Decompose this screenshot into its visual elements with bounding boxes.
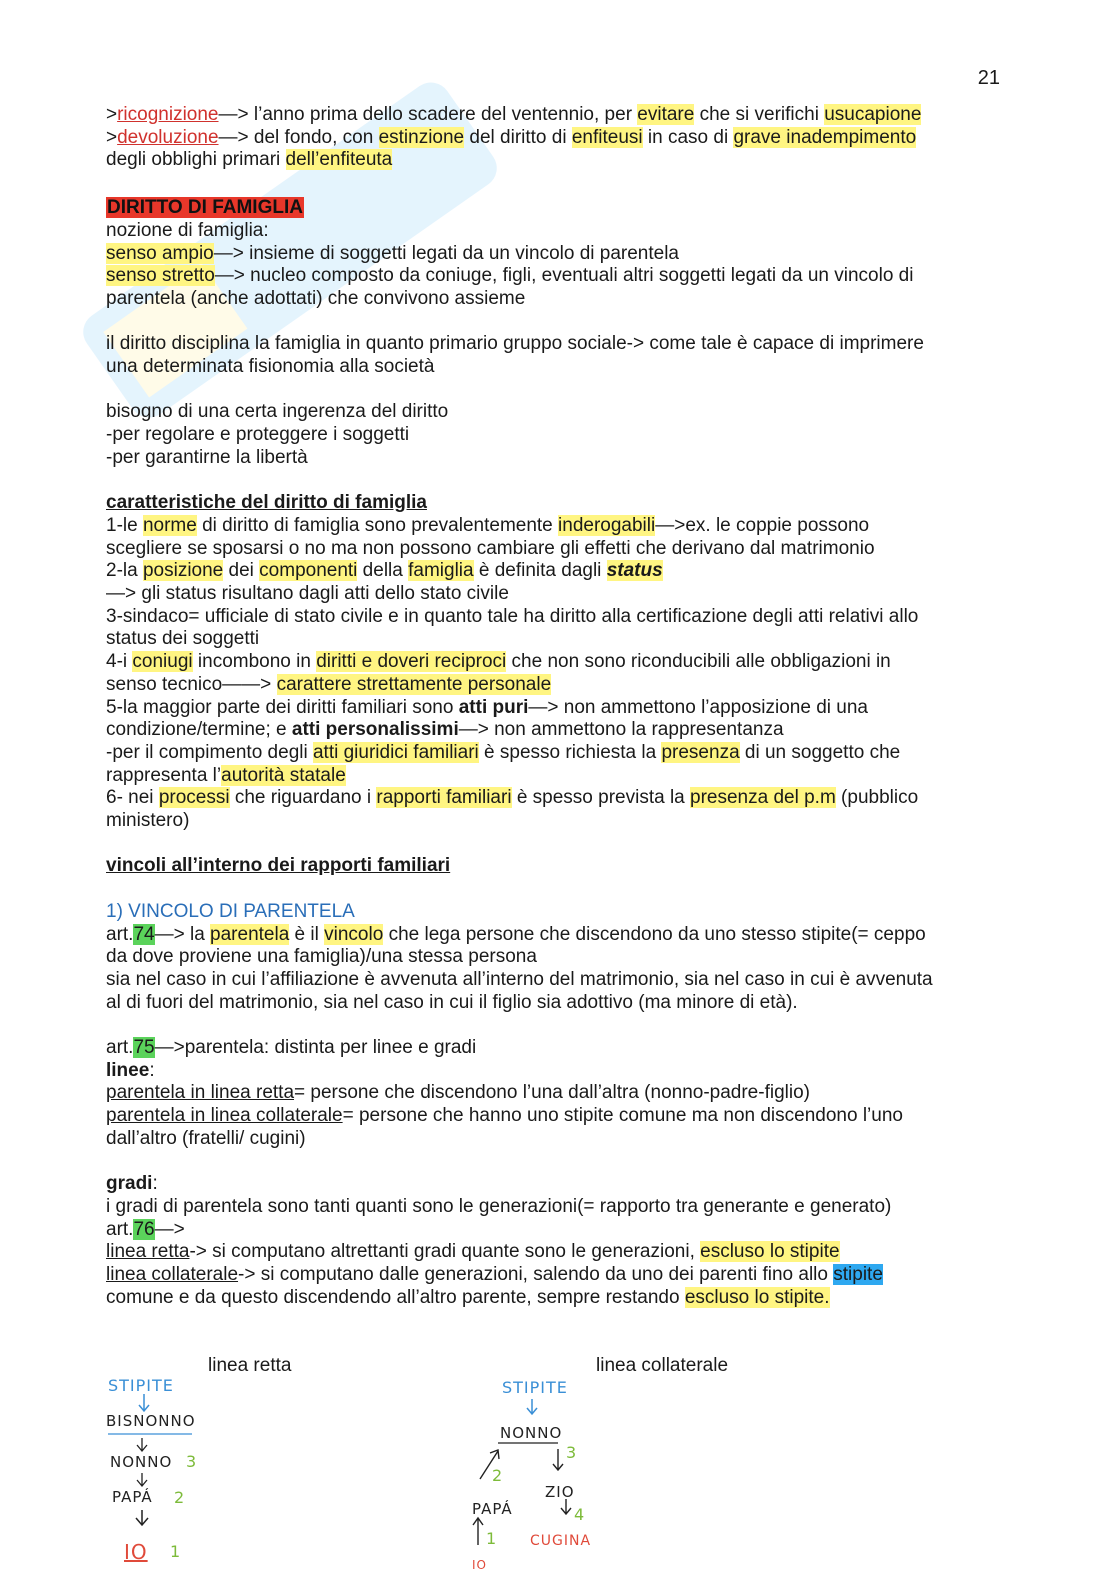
- text-line: 6- nei processi che riguardano i rapporti familiari è spesso prevista la presenza del p.m (pubblico: [106, 787, 919, 809]
- document-body: [106, 104, 1011, 1309]
- grade-2-label: 2: [174, 1488, 186, 1507]
- text-line: i gradi di parentela sono tanti quanti sono le generazioni(= rapporto tra generante e generato): [106, 1195, 892, 1217]
- papa-label: PAPÁ: [112, 1488, 153, 1506]
- text-line: art.75—>parentela: distinta per linee e gradi: [106, 1037, 477, 1059]
- text-line: —> gli status risultano dagli atti dello stato civile: [106, 583, 509, 605]
- page-number: 21: [977, 67, 1000, 89]
- grade-2-label: 2: [492, 1466, 504, 1485]
- text-line: -per regolare e proteggere i soggetti: [106, 424, 410, 446]
- text-line: bisogno di una certa ingerenza del diritto: [106, 401, 449, 423]
- text-line: 3-sindaco= ufficiale di stato civile e in quanto tale ha diritto alla certificazione degli atti relativi allo: [106, 605, 919, 627]
- text-line: rappresenta l’autorità statale: [106, 764, 346, 786]
- stipite-label: STIPITE: [108, 1376, 174, 1395]
- text-line: degli obblighi primari dell’enfiteuta: [106, 149, 393, 171]
- text-line: >ricognizione—> l’anno prima dello scadere del ventennio, per evitare che si verifichi usucapione: [106, 104, 922, 125]
- text-line: al di fuori del matrimonio, sia nel caso in cui il figlio sia adottivo (ma minore di età).: [106, 991, 798, 1013]
- text-line: art.74—> la parentela è il vincolo che lega persone che discendono da uno stesso stipite(= ceppo: [106, 923, 926, 945]
- text-line: parentela in linea collaterale= persone che hanno uno stipite comune ma non discendono l’uno: [106, 1105, 903, 1127]
- text-line: senso stretto—> nucleo composto da coniuge, figli, eventuali altri soggetti legati da un vincolo di: [106, 265, 914, 287]
- text-line: senso ampio—> insieme di soggetti legati da un vincolo di parentela: [106, 242, 679, 264]
- text-line: art.76—>: [106, 1218, 185, 1240]
- text-line: il diritto disciplina la famiglia in quanto primario gruppo sociale-> come tale è capace di imprimere: [106, 333, 924, 355]
- text-line: parentela in linea retta= persone che discendono l’una dall’altra (nonno-padre-figlio): [106, 1082, 810, 1104]
- link-devoluzione: devoluzione: [117, 126, 219, 148]
- text-line: -per il compimento degli atti giuridici familiari è spesso richiesta la presenza di un soggetto che: [106, 741, 901, 763]
- text-line: da dove proviene una famiglia)/una stessa persona: [106, 946, 537, 968]
- link-ricognizione: ricognizione: [117, 104, 219, 125]
- text-line: gradi:: [106, 1173, 158, 1195]
- stipite-label: STIPITE: [502, 1378, 568, 1397]
- io-label: IO: [472, 1558, 487, 1572]
- cugina-label: CUGINA: [530, 1533, 592, 1549]
- retta-arrows: [100, 1390, 210, 1550]
- grade-1-label: 1: [486, 1529, 498, 1548]
- text-line: linee:: [106, 1059, 155, 1081]
- text-line: 1-le norme di diritto di famiglia sono prevalentemente inderogabili—>ex. le coppie possono: [106, 514, 870, 536]
- grade-4-label: 4: [574, 1505, 586, 1524]
- subsection-heading: vincoli all’interno dei rapporti familiari: [106, 855, 451, 877]
- collaterale-arrows: [470, 1395, 590, 1555]
- text-line: -per garantirne la libertà: [106, 446, 308, 468]
- text-line: >devoluzione—> del fondo, con estinzione del diritto di enfiteusi in caso di grave inadempimento: [106, 126, 917, 148]
- text-line: sia nel caso in cui l’affiliazione è avvenuta all’interno del matrimonio, sia nel caso in cui è avvenuta: [106, 968, 933, 990]
- nonno-label: NONNO: [110, 1453, 173, 1471]
- grade-3-label: 3: [186, 1452, 198, 1471]
- text-line: dall’altro (fratelli/ cugini): [106, 1127, 306, 1149]
- text-line: nozione di famiglia:: [106, 219, 269, 241]
- bisnonno-label: BISNONNO: [106, 1412, 196, 1430]
- grade-3-label: 3: [566, 1443, 578, 1462]
- grade-1-label: 1: [170, 1542, 182, 1561]
- text-line: 5-la maggior parte dei diritti familiari sono atti puri—> non ammettono l’apposizione di una: [106, 696, 868, 718]
- linea-retta-label: linea retta: [208, 1355, 292, 1376]
- text-line: una determinata fisionomia alla società: [106, 356, 435, 378]
- papa-label: PAPÁ: [472, 1500, 513, 1518]
- section-heading: DIRITTO DI FAMIGLIA: [107, 197, 303, 219]
- text-line: scegliere se sposarsi o no ma non possono cambiare gli effetti che derivano dal matrimonio: [106, 537, 875, 559]
- text-line: ministero): [106, 810, 190, 832]
- nonno-label: NONNO: [500, 1424, 563, 1442]
- text-line: parentela (anche adottati) che convivono assieme: [106, 287, 526, 309]
- text-line: linea collaterale-> si computano dalle generazioni, salendo da uno dei parenti fino allo stipite: [106, 1264, 883, 1286]
- section-subheading: 1) VINCOLO DI PARENTELA: [106, 900, 355, 922]
- text-line: status dei soggetti: [106, 628, 260, 650]
- zio-label: ZIO: [545, 1483, 575, 1501]
- text-line: comune e da questo discendendo all’altro parente, sempre restando escluso lo stipite.: [106, 1286, 830, 1308]
- io-label: IO: [124, 1540, 148, 1564]
- text-line: 2-la posizione dei componenti della famiglia è definita dagli status: [106, 560, 663, 582]
- text-line: senso tecnico——> carattere strettamente personale: [106, 673, 552, 695]
- subsection-heading: caratteristiche del diritto di famiglia: [106, 492, 427, 514]
- linea-collaterale-label: linea collaterale: [596, 1355, 729, 1376]
- text-line: condizione/termine; e atti personalissimi—> non ammettono la rappresentanza: [106, 719, 784, 741]
- text-line: 4-i coniugi incombono in diritti e doveri reciproci che non sono riconducibili alle obbligazioni in: [106, 651, 891, 673]
- text-line: linea retta-> si computano altrettanti gradi quante sono le generazioni, escluso lo stipite: [106, 1241, 840, 1263]
